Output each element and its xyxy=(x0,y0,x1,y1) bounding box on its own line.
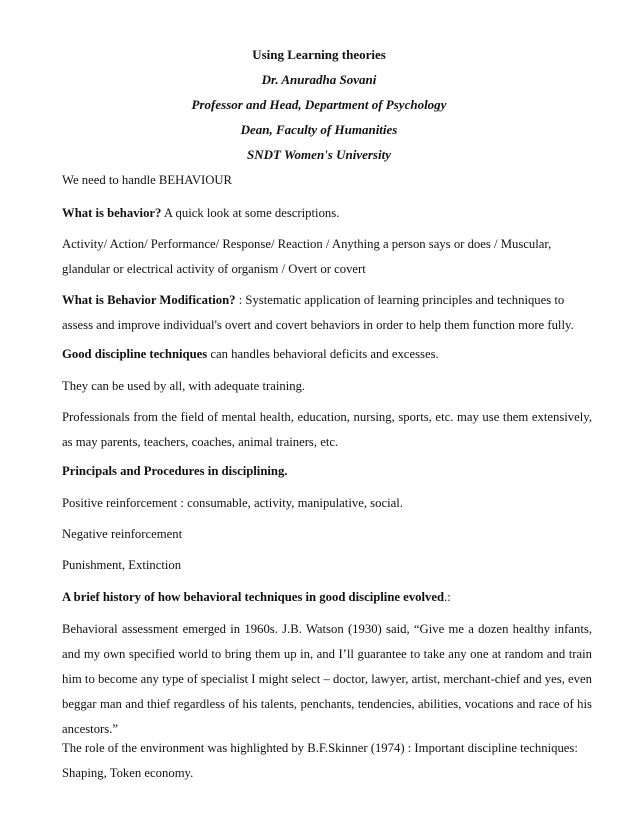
history-heading-suffix: .: xyxy=(444,590,451,604)
author-role: Professor and Head, Department of Psychology xyxy=(191,97,447,112)
author-name: Dr. Anuradha Sovani xyxy=(261,72,377,87)
history-heading-label: A brief history of how behavioral techniques in good discipline evolved xyxy=(62,590,445,604)
positive-reinforcement: Positive reinforcement : consumable, activity, manipulative, social. xyxy=(62,496,403,510)
good-discipline-text: can handles behavioral deficits and excesses. xyxy=(207,347,439,361)
behavior-modification-text: : Systematic application of learning principles and techniques to assess and improve individual's overt and covert behaviors in order to help them function more fully. xyxy=(62,293,574,332)
principles-heading: Principals and Procedures in disciplining. xyxy=(62,464,288,478)
skinner-paragraph: The role of the environment was highlighted by B.F.Skinner (1974) : Important discipline techniques: Shaping, Token economy. xyxy=(62,741,578,780)
behavior-descriptions: Activity/ Action/ Performance/ Response/ Reaction / Anything a person says or does / Muscular, glandular or electrical activity of organism / Overt or covert xyxy=(62,237,552,276)
professionals-paragraph: Professionals from the field of mental health, education, nursing, sports, etc. may use them extensively, as may parents, teachers, coaches, animal trainers, etc. xyxy=(62,410,592,449)
document-title: Using Learning theories xyxy=(252,47,386,62)
history-heading xyxy=(62,585,592,610)
author-university: SNDT Women's University xyxy=(247,147,391,162)
behavior-question-label: What is behavior? xyxy=(62,206,162,220)
usage-line: They can be used by all, with adequate training. xyxy=(62,379,306,393)
watson-paragraph: Behavioral assessment emerged in 1960s. J.B. Watson (1930) said, “Give me a dozen healthy infants, and my own specified world to bring them up in, and I’ll guarantee to take any one at random and train him to become any type of specialist I might select – doctor, lawyer, artist, merchant-chief and yes, even beggar man and thief regardless of his talents, penchants, tendencies, abilities, vocations and race of his ancestors.” xyxy=(62,622,592,736)
behavior-question xyxy=(62,201,592,226)
good-discipline xyxy=(62,342,592,367)
behavior-modification-label: What is Behavior Modification? xyxy=(62,293,236,307)
good-discipline-label: Good discipline techniques xyxy=(62,347,208,361)
negative-reinforcement: Negative reinforcement xyxy=(62,527,183,541)
intro-line: We need to handle BEHAVIOUR xyxy=(62,173,232,187)
author-dean: Dean, Faculty of Humanities xyxy=(240,122,398,137)
behavior-modification xyxy=(62,288,592,338)
punishment-extinction: Punishment, Extinction xyxy=(62,558,182,572)
behavior-question-text: A quick look at some descriptions. xyxy=(161,206,340,220)
